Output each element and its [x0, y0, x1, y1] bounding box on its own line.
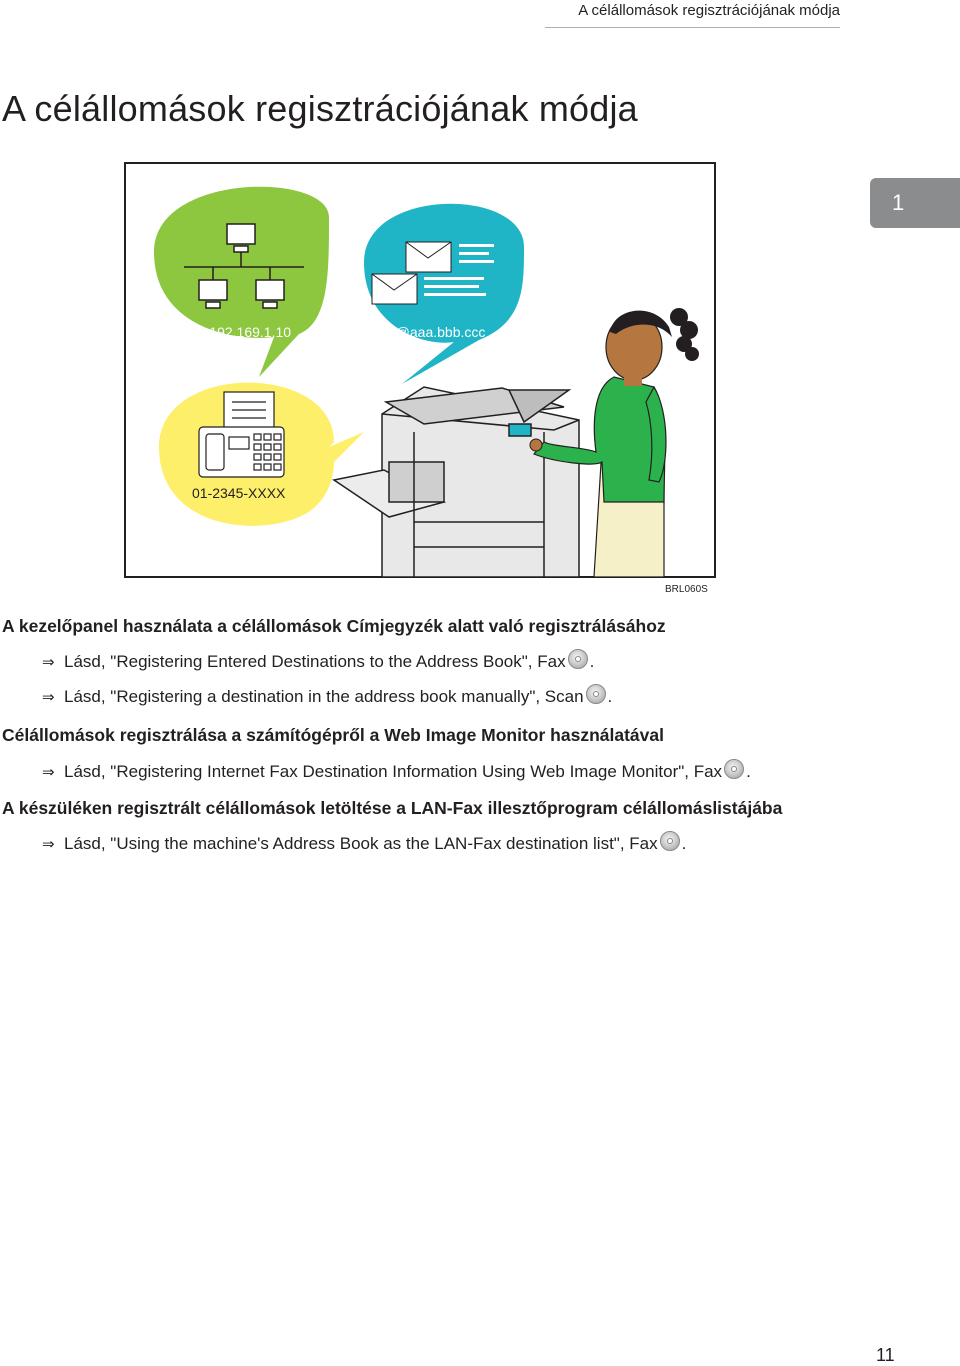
destination-registration-illustration [124, 162, 716, 578]
arrow-icon: ⇒ [42, 836, 55, 853]
arrow-icon: ⇒ [42, 764, 55, 781]
reference-end: . [746, 762, 751, 781]
disc-icon [568, 649, 588, 669]
disc-icon [724, 759, 744, 779]
email-address-label: XX@aaa.bbb.ccc [377, 324, 486, 340]
section-heading-lan-fax: A készüléken regisztrált célállomások letöltése a LAN-Fax illesztőprogram célállomáslistájába [2, 798, 783, 818]
arrow-icon: ⇒ [42, 654, 55, 671]
reference-text: Lásd, "Registering Entered Destinations to the Address Book", Fax [64, 652, 566, 671]
reference-link-scan-address-book[interactable] [42, 687, 612, 707]
page-title: A célállomások regisztrációjának módja [2, 88, 638, 129]
fax-number-label: 01-2345-XXXX [192, 485, 286, 501]
reference-text: Lásd, "Using the machine's Address Book as the LAN-Fax destination list", Fax [64, 834, 658, 853]
ip-address-label: IP.192.169.1.10 [194, 324, 292, 340]
section-heading-control-panel: A kezelőpanel használata a célállomások Címjegyzék alatt való regisztrálásához [2, 616, 666, 636]
reference-end: . [589, 652, 595, 671]
reference-end: . [607, 687, 613, 706]
reference-text: Lásd, "Registering Internet Fax Destination Information Using Web Image Monitor", Fax [64, 762, 723, 781]
chapter-tab: 1 [870, 178, 960, 228]
reference-link-lan-fax[interactable] [42, 834, 686, 854]
section-heading-web-image-monitor: Célállomások regisztrálása a számítógépről a Web Image Monitor használatával [2, 725, 664, 745]
header-rule [545, 27, 840, 28]
arrow-icon: ⇒ [42, 689, 55, 706]
reference-text: Lásd, "Registering a destination in the address book manually", Scan [64, 687, 584, 706]
disc-icon [660, 831, 680, 851]
reference-link-fax-address-book[interactable] [42, 652, 594, 672]
reference-link-web-image-monitor[interactable] [42, 762, 751, 782]
disc-icon [586, 684, 606, 704]
figure-code: BRL060S [665, 584, 708, 595]
running-header-title: A célállomások regisztrációjának módja [578, 2, 840, 19]
page-number: 11 [876, 1345, 895, 1365]
reference-end: . [681, 834, 687, 853]
